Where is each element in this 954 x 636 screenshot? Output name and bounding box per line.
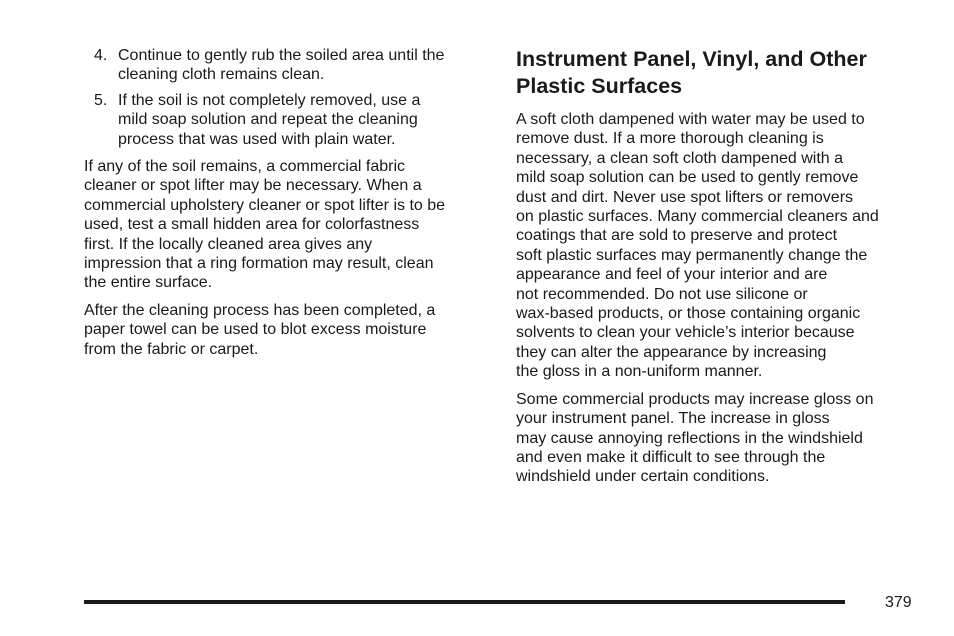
text-line: coatings that are sold to preserve and protect: [516, 227, 838, 245]
text-line: A soft cloth dampened with water may be used to: [516, 111, 865, 128]
paragraph: [84, 157, 494, 293]
text-line: wax-based products, or those containing organic: [516, 305, 861, 323]
text-line: Continue to gently rub the soiled area until the: [118, 47, 445, 64]
step-number: 5.: [94, 91, 108, 109]
left-column: [84, 46, 494, 367]
text-line: soft plastic surfaces may permanently change the: [516, 246, 868, 264]
text-line: cleaner or spot lifter may be necessary. When a: [84, 177, 422, 195]
step-item: [84, 46, 494, 85]
step-text: [118, 91, 494, 149]
text-line: may cause annoying reflections in the windshield: [516, 429, 863, 447]
text-line: Some commercial products may increase gloss on: [516, 390, 874, 408]
text-line: process that was used with plain water.: [118, 130, 396, 148]
section-heading: [516, 46, 926, 100]
text-line: cleaning cloth remains clean.: [118, 66, 325, 84]
text-line: your instrument panel. The increase in gloss: [516, 410, 830, 428]
heading-line: Instrument Panel, Vinyl, and Other: [516, 47, 867, 71]
paragraph: [516, 110, 926, 382]
heading-line: Plastic Surfaces: [516, 74, 683, 98]
paragraph: [84, 301, 494, 359]
text-line: remove dust. If a more thorough cleaning is: [516, 130, 824, 148]
text-line: mild soap solution and repeat the cleaning: [118, 111, 418, 129]
step-item: [84, 91, 494, 149]
text-line: from the fabric or carpet.: [84, 340, 259, 358]
step-number: 4.: [94, 47, 108, 64]
text-line: the entire surface.: [84, 274, 213, 292]
text-line: not recommended. Do not use silicone or: [516, 285, 808, 303]
footer-rule: [84, 600, 845, 604]
text-line: windshield under certain conditions.: [516, 468, 770, 486]
text-line: necessary, a clean soft cloth dampened with a: [516, 149, 843, 167]
text-line: solvents to clean your vehicle’s interior because: [516, 324, 855, 342]
text-line: paper towel can be used to blot excess moisture: [84, 321, 427, 339]
text-line: mild soap solution can be used to gently remove: [516, 169, 859, 187]
right-column: [516, 46, 926, 495]
paragraph: [516, 390, 926, 487]
text-line: appearance and feel of your interior and are: [516, 266, 828, 284]
text-line: the gloss in a non-uniform manner.: [516, 363, 763, 381]
text-line: they can alter the appearance by increasing: [516, 343, 827, 361]
text-line: dust and dirt. Never use spot lifters or removers: [516, 188, 854, 206]
text-line: After the cleaning process has been completed, a: [84, 301, 436, 319]
text-line: first. If the locally cleaned area gives any: [84, 235, 373, 253]
text-line: If any of the soil remains, a commercial fabric: [84, 158, 406, 176]
text-line: commercial upholstery cleaner or spot lifter is to be: [84, 196, 446, 214]
text-line: on plastic surfaces. Many commercial cleaners and: [516, 208, 879, 226]
text-line: and even make it difficult to see through the: [516, 448, 826, 466]
text-line: If the soil is not completely removed, use a: [118, 91, 421, 109]
text-line: impression that a ring formation may result, clean: [84, 255, 434, 273]
page-number: 379: [885, 594, 912, 611]
step-text: [118, 46, 494, 85]
text-line: used, test a small hidden area for colorfastness: [84, 216, 420, 234]
